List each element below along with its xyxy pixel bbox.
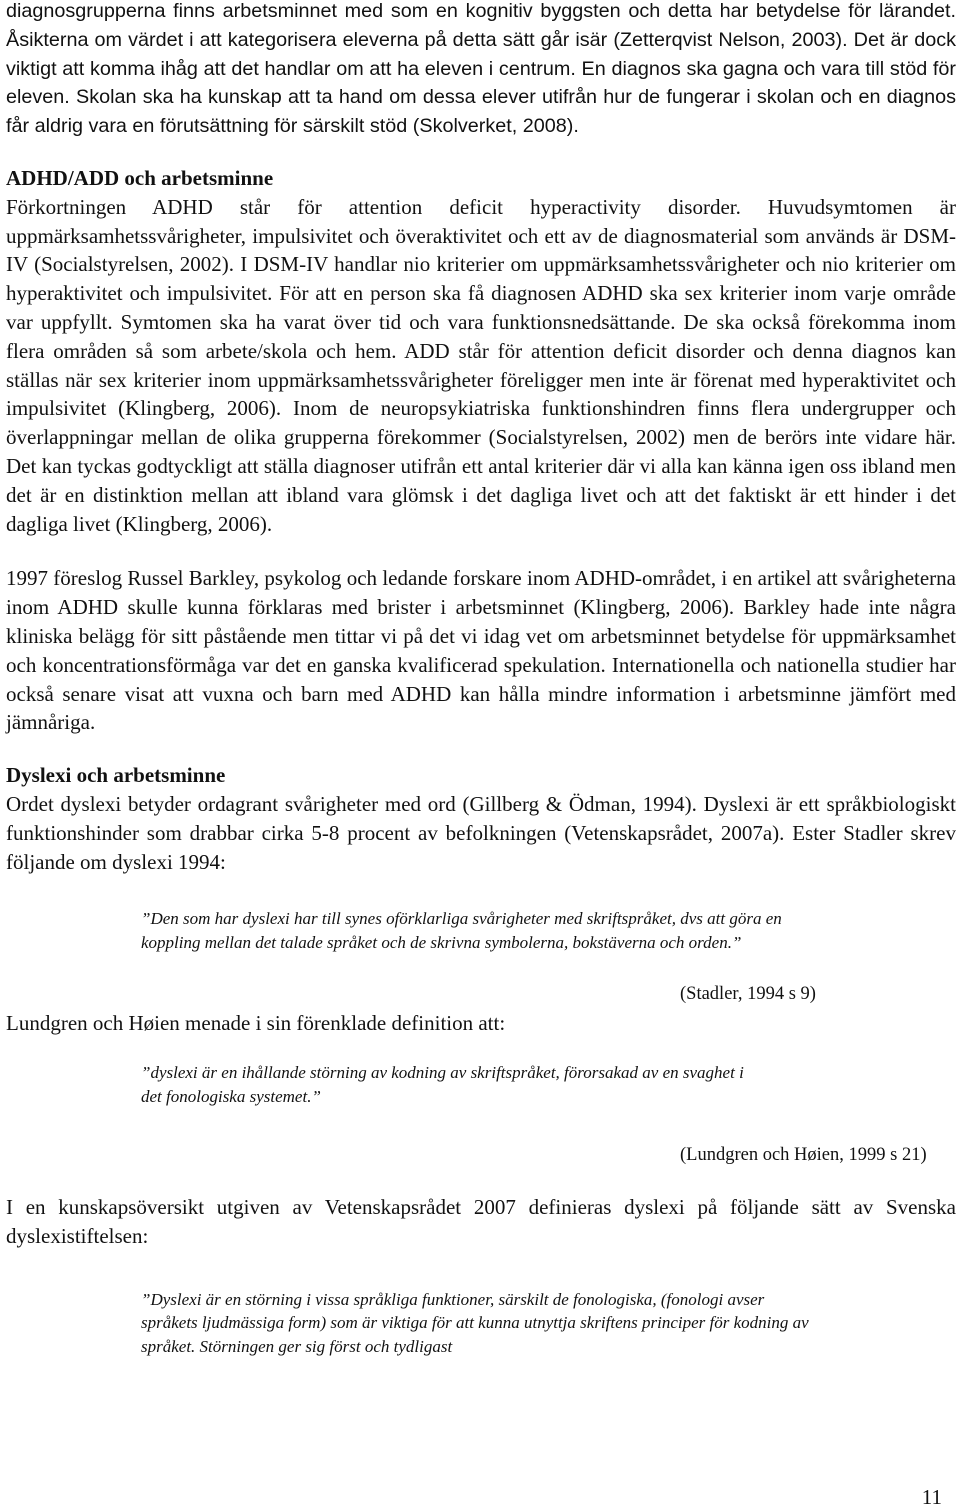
page-number: 11	[921, 1485, 942, 1509]
dyslexistiftelsen-quote: ”Dyslexi är en störning i vissa språkliga funktioner, särskilt de fonologiska, (fonologi avser språkets ljudmässiga form) som är viktiga för att kunna utnyttja skriftens principer för kodning av språket. Störningen ger sig först och tydligast	[141, 1289, 809, 1356]
adhd-paragraph-1: Förkortningen ADHD står för attention deficit hyperactivity disorder. Huvudsymtomen är uppmärksamhetssvårigheter, impulsivitet och överaktivitet och ett av de diagnosmaterial som används är DSM-IV (Socialstyrelsen, 2002). I DSM-IV handlar nio kriterier om uppmärksamhetssvårigheter och nio kriterier om hyperaktivitet och impulsivitet. För att en person ska få diagnosen ADHD ska sex kriterier inom varje område var uppfyllt. Symtomen ska ha varat över tid och vara funktionsnedsättande. De ska också förekomma inom flera områden så som arbete/skola och hem. ADD står för attention deficit disorder och denna diagnos kan ställas när sex kriterier inom uppmärksamhetssvårigheter föreligger men inte är förenat med hyperaktivitet och impulsivitet (Klingberg, 2006). Inom de neuropsykiatriska funktionshindren finns flera undergrupper och överlappningar mellan de olika grupperna förekommer (Socialstyrelsen, 2002) men de berörs inte vidare här. Det kan tyckas godtyckligt att ställa diagnoser utifrån ett antal kriterier där vi alla kan känna igen oss ibland men det är en distinktion mellan att ibland vara glömsk i det dagliga livet och att det faktiskt är ett hinder i det dagliga livet (Klingberg, 2006).	[6, 194, 956, 536]
dyslexi-paragraph-1: Ordet dyslexi betyder ordagrant svårigheter med ord (Gillberg & Ödman, 1994). Dyslexi är ett språkbiologiskt funktionshinder som drabbar cirka 5-8 procent av befolkningen (Vetenskapsrådet, 2007a). Ester Stadler skrev följande om dyslexi 1994:	[6, 791, 956, 874]
adhd-heading: ADHD/ADD och arbetsminne	[6, 165, 274, 190]
dyslexi-paragraph-3: I en kunskapsöversikt utgiven av Vetenskapsrådet 2007 definieras dyslexi på följande sätt av Svenska dyslexistiftelsen:	[6, 1195, 956, 1248]
lundgren-lead: Lundgren och Høien menade i sin förenklade definition att:	[6, 1011, 506, 1036]
document-page	[6, 0, 956, 1358]
dyslexi-heading: Dyslexi och arbetsminne	[6, 763, 226, 788]
stadler-quote: ”Den som har dyslexi har till synes oförklarliga svårigheter med skriftspråket, dvs att göra en koppling mellan det talade språket och de skrivna symbolerna, bokstäverna och orden.”	[141, 909, 782, 952]
lundgren-quote: ”dyslexi är en ihållande störning av kodning av skriftspråket, förorsakad av en svaghet i det fonologiska systemet.”	[141, 1063, 744, 1106]
intro-paragraph: diagnosgrupperna finns arbetsminnet med som en kognitiv byggsten och detta har betydelse för lärandet. Åsikterna om värdet i att kategorisera eleverna på detta sätt går isär (Zetterqvist Nelson, 2003). Det är dock viktigt att komma ihåg att det handlar om att ha eleven i centrum. En diagnos ska gagna och vara till stöd för eleven. Skolan ska ha kunskap att ta hand om dessa elever utifrån hur de fungerar i skolan och en diagnos får aldrig vara en förutsättning för särskilt stöd (Skolverket, 2008).	[6, 0, 956, 138]
lundgren-citation: (Lundgren och Høien, 1999 s 21)	[680, 1145, 927, 1166]
stadler-citation: (Stadler, 1994 s 9)	[680, 984, 816, 1005]
adhd-paragraph-2: 1997 föreslog Russel Barkley, psykolog och ledande forskare inom ADHD-området, i en artikel att svårigheterna inom ADHD skulle kunna förklaras med brister i arbetsminnet (Klingberg, 2006). Barkley hade inte några kliniska belägg för sitt påstående men tittar vi på det vi idag vet om arbetsminnet betydelse för uppmärksamhet och koncentrationsförmåga var det en ganska kvalificerad spekulation. Internationella och nationella studier har också senare visat att vuxna och barn med ADHD kan hålla mindre information i arbetsminne jämfört med jämnåriga.	[6, 566, 956, 735]
